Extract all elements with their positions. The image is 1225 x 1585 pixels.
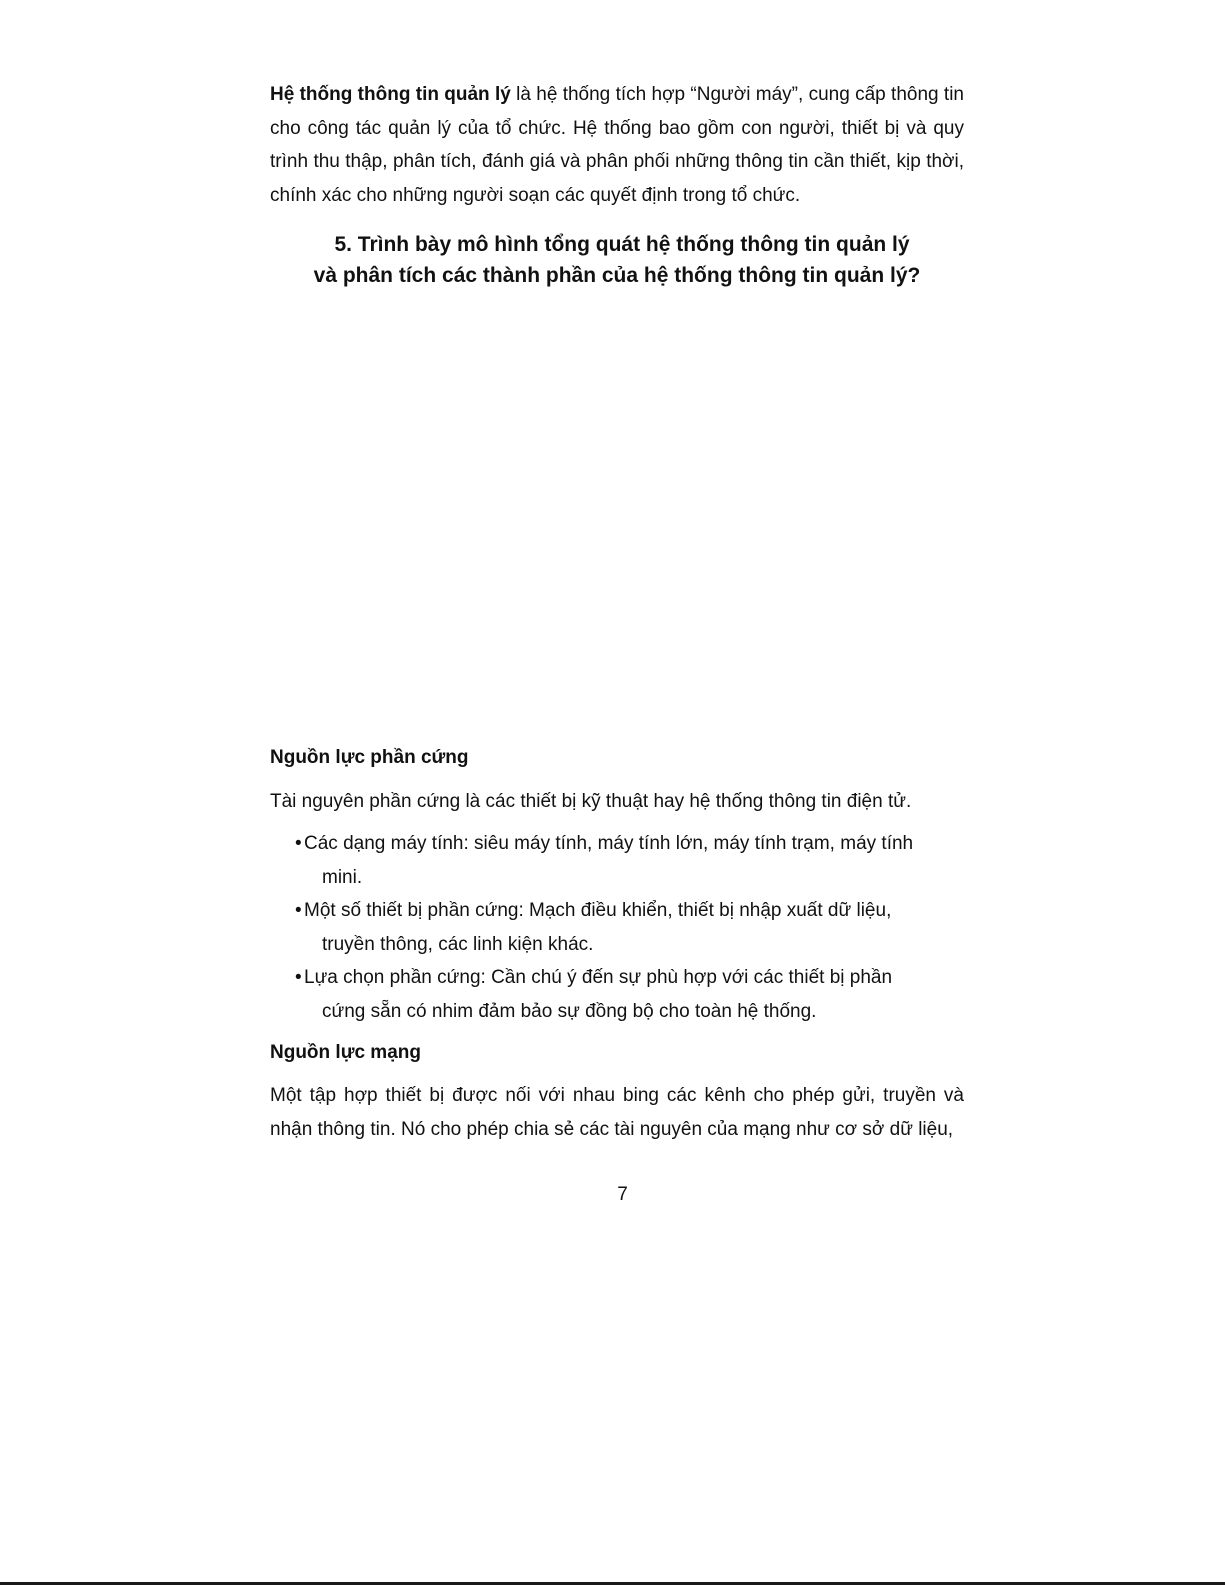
bullet-text-continuation: truyền thông, các linh kiện khác. xyxy=(322,933,594,955)
page-number: 7 xyxy=(617,1184,628,1205)
intro-paragraph xyxy=(270,78,964,212)
hardware-bullet-list xyxy=(295,827,945,1028)
list-item xyxy=(295,827,945,894)
bullet-text: Một số thiết bị phần cứng: Mạch điều khiển, thiết bị nhập xuất dữ liệu, xyxy=(304,900,892,921)
bullet-text-continuation: mini. xyxy=(322,866,363,888)
bullet-text: Các dạng máy tính: siêu máy tính, máy tính lớn, máy tính trạm, máy tính xyxy=(304,833,914,854)
question-heading xyxy=(270,229,964,291)
bullet-text: Lựa chọn phần cứng: Cần chú ý đến sự phù hợp với các thiết bị phần xyxy=(304,967,893,988)
hardware-heading: Nguồn lực phần cứng xyxy=(270,747,469,768)
intro-bold-term: Hệ thống thông tin quản lý xyxy=(270,84,511,105)
bullet-text-continuation: cứng sẵn có nhim đảm bảo sự đồng bộ cho toàn hệ thống. xyxy=(322,1000,817,1022)
list-item xyxy=(295,961,945,1028)
network-heading: Nguồn lực mạng xyxy=(270,1042,421,1063)
network-paragraph: Một tập hợp thiết bị được nối với nhau bing các kênh cho phép gửi, truyền và nhận thông tin. Nó cho phép chia sẻ các tài nguyên của mạng như cơ sở dữ liệu, xyxy=(270,1085,964,1140)
hardware-paragraph: Tài nguyên phần cứng là các thiết bị kỹ thuật hay hệ thống thông tin điện tử. xyxy=(270,791,912,812)
blank-figure-area xyxy=(270,320,964,730)
bullet-icon: • xyxy=(295,900,302,921)
list-item xyxy=(295,894,945,961)
bullet-icon: • xyxy=(295,967,302,988)
question-line-1: 5. Trình bày mô hình tổng quát hệ thống thông tin quản lý xyxy=(334,233,910,256)
bullet-icon: • xyxy=(295,833,302,854)
intro-text: là hệ thống tích hợp “Người máy”, cung cấp thông tin cho công tác quản lý của tổ chức. Hệ thống bao gồm con người, thiết bị và quy trình thu thập, phân tích, đánh giá và phân phối những thông tin cần thiết, kịp thời, chính xác cho những người soạn các quyết định trong tổ chức. xyxy=(270,84,964,206)
question-line-2: và phân tích các thành phần của hệ thống thông tin quản lý? xyxy=(313,264,921,287)
